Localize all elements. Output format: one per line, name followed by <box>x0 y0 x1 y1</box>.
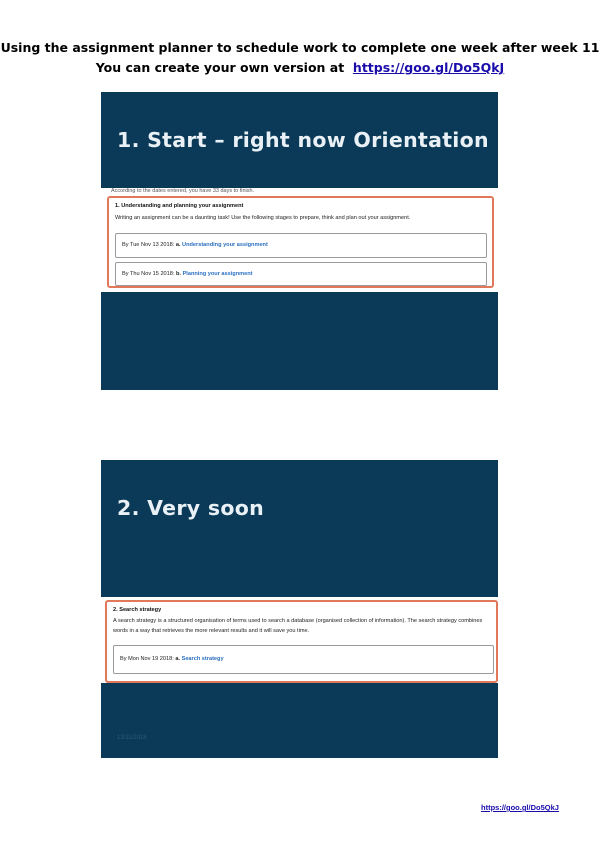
header-subtitle-text: You can create your own version at <box>95 60 345 75</box>
task-row <box>113 645 494 674</box>
section-title: 2. Search strategy <box>113 607 162 613</box>
task-letter: b. <box>176 271 181 277</box>
slide-title: 2. Very soon <box>117 496 265 520</box>
section-description: Writing an assignment can be a daunting task! Use the following stages to prepare, think and plan out your assignment. <box>115 215 411 221</box>
screenshot-panel <box>101 597 498 683</box>
screenshot-panel <box>101 188 498 292</box>
footer <box>481 803 559 812</box>
task-row <box>115 262 487 286</box>
header-title: Using the assignment planner to schedule work to complete one week after week 11 <box>0 40 600 55</box>
slide-date-stamp: 13/11/2018 <box>117 735 147 741</box>
slide-1 <box>101 92 498 390</box>
task-date: By Tue Nov 13 2018: <box>122 242 175 248</box>
header-link[interactable]: https://goo.gl/Do5QkJ <box>352 60 505 75</box>
task-row <box>115 233 487 258</box>
task-link-search-strategy[interactable]: Search strategy <box>181 656 224 662</box>
header-subtitle <box>0 58 600 78</box>
task-date: By Thu Nov 15 2018: <box>122 271 175 277</box>
section-box <box>105 600 498 683</box>
task-date: By Mon Nov 19 2018: <box>120 656 174 662</box>
task-letter: a. <box>175 656 181 662</box>
cut-off-text: According to the dates entered, you have 33 days to finish. <box>111 188 255 194</box>
section-description: A search strategy is a structured organisation of terms used to search a database (organised collection of information). The search strategy combines words in a way that retrieves the more relevant results and it will save you time. <box>113 618 483 634</box>
task-link-planning[interactable]: Planning your assignment <box>182 271 253 277</box>
task-letter: a. <box>175 242 181 248</box>
slide-title: 1. Start – right now Orientation <box>117 128 489 152</box>
page-header <box>0 38 600 78</box>
task-link-understanding[interactable]: Understanding your assignment <box>182 242 268 248</box>
slide-2 <box>101 460 498 758</box>
section-box <box>107 196 494 288</box>
section-title: 1. Understanding and planning your assignment <box>115 203 244 209</box>
footer-link[interactable]: https://goo.gl/Do5QkJ <box>481 803 559 812</box>
